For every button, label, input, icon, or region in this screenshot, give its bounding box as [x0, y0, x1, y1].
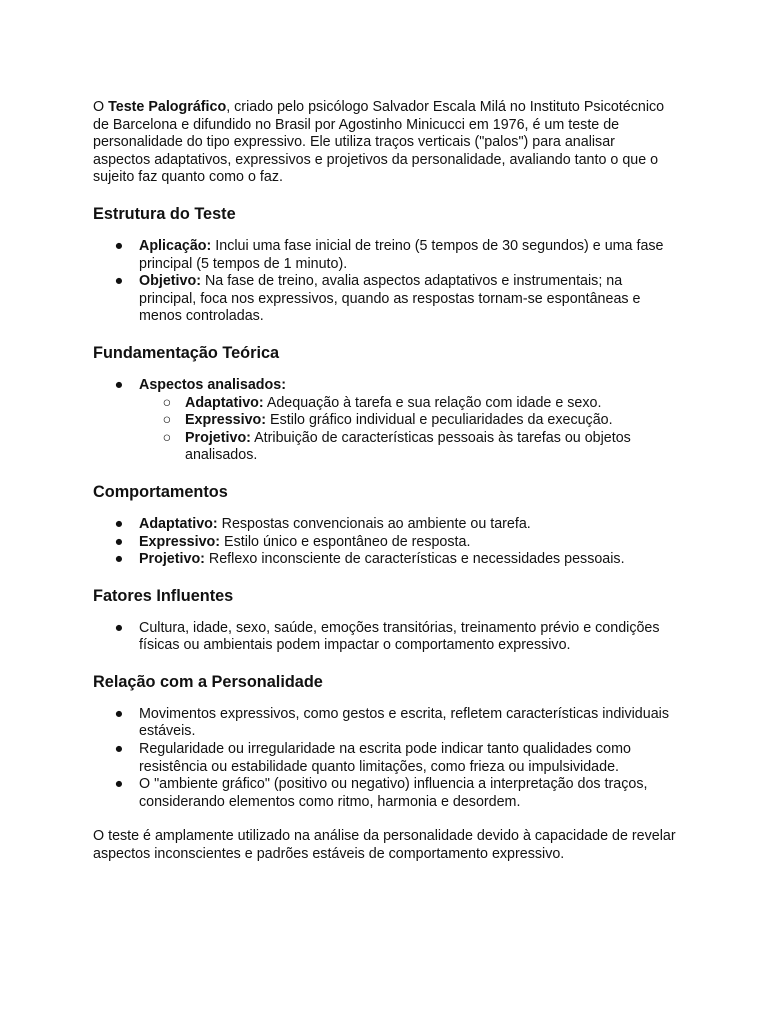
- bullet-icon: ●: [114, 376, 124, 393]
- sublist-item: [139, 395, 676, 413]
- hollow-bullet-icon: ○: [162, 412, 172, 429]
- bullet-icon: ●: [114, 551, 124, 568]
- list-item: [93, 776, 676, 811]
- list-item: [93, 516, 676, 534]
- bullet-icon: ●: [114, 533, 124, 550]
- item-text: Estilo gráfico individual e peculiaridades da execução.: [266, 412, 613, 429]
- list-item: [93, 238, 676, 273]
- item-text: Atribuição de características pessoais às tarefas ou objetos analisados.: [185, 429, 631, 464]
- item-label: Projetivo:: [139, 551, 205, 568]
- list-item: [93, 534, 676, 552]
- list-item: [93, 741, 676, 776]
- item-label: Adaptativo:: [185, 394, 264, 411]
- estrutura-list: [93, 238, 676, 326]
- list-item: [93, 706, 676, 741]
- bullet-icon: ●: [114, 705, 124, 722]
- fatores-list: [93, 620, 676, 655]
- item-text: Cultura, idade, sexo, saúde, emoções transitórias, treinamento prévio e condições físicas ou ambientais podem impactar o comportamento expressivo.: [139, 619, 660, 654]
- bullet-icon: ●: [114, 237, 124, 254]
- aspectos-sublist: [139, 395, 676, 465]
- list-item: [93, 620, 676, 655]
- item-text: Regularidade ou irregularidade na escrita pode indicar tanto qualidades como resistência ou estabilidade quanto limitações, como frieza ou impulsividade.: [139, 741, 631, 775]
- list-item: [93, 273, 676, 326]
- item-text: Movimentos expressivos, como gestos e escrita, refletem características individuais estáveis.: [139, 705, 669, 740]
- item-text: Na fase de treino, avalia aspectos adaptativos e instrumentais; na principal, foca nos expressivos, quando as respostas tornam-se espontâneas e menos controladas.: [139, 273, 641, 325]
- intro-paragraph: [93, 99, 676, 187]
- item-label: Aplicação:: [139, 237, 212, 254]
- bullet-icon: ●: [114, 741, 124, 758]
- item-text: Reflexo inconsciente de características e necessidades pessoais.: [204, 551, 625, 568]
- relacao-list: [93, 706, 676, 812]
- sublist-item: [139, 430, 676, 465]
- item-label: Adaptativo:: [139, 515, 218, 532]
- sublist-item: [139, 412, 676, 430]
- heading-fundamentacao: Fundamentação Teórica: [93, 343, 280, 362]
- hollow-bullet-icon: ○: [162, 394, 172, 411]
- item-text: Respostas convencionais ao ambiente ou tarefa.: [217, 515, 531, 532]
- bullet-icon: ●: [114, 776, 124, 793]
- list-item: [93, 377, 676, 465]
- heading-fatores: Fatores Influentes: [93, 586, 234, 605]
- comportamentos-list: [93, 516, 676, 569]
- item-text: Inclui uma fase inicial de treino (5 tempos de 30 segundos) e uma fase principal (5 tempos de 1 minuto).: [139, 237, 664, 272]
- bullet-icon: ●: [114, 273, 124, 290]
- item-label: Expressivo:: [185, 412, 267, 429]
- list-item: [93, 551, 676, 569]
- intro-pre: O: [93, 99, 109, 115]
- hollow-bullet-icon: ○: [162, 429, 172, 446]
- item-label: Expressivo:: [139, 533, 221, 550]
- heading-relacao: Relação com a Personalidade: [93, 672, 323, 691]
- bullet-icon: ●: [114, 515, 124, 532]
- item-label: Projetivo:: [185, 429, 251, 446]
- item-label: Aspectos analisados:: [139, 376, 286, 393]
- fundamentacao-list: [93, 377, 676, 465]
- item-text: Adequação à tarefa e sua relação com idade e sexo.: [263, 394, 602, 411]
- heading-comportamentos: Comportamentos: [93, 482, 228, 501]
- item-text: O "ambiente gráfico" (positivo ou negativo) influencia a interpretação dos traços, considerando elementos como ritmo, harmonia e desordem.: [139, 776, 648, 810]
- item-label: Objetivo:: [139, 273, 201, 290]
- closing-paragraph: O teste é amplamente utilizado na análise da personalidade devido à capacidade de revelar aspectos inconscientes e padrões estáveis de comportamento expressivo.: [93, 828, 676, 863]
- heading-estrutura: Estrutura do Teste: [93, 204, 236, 223]
- intro-test-name: Teste Palográfico: [108, 99, 227, 115]
- intro-text: , criado pelo psicólogo Salvador Escala Milá no Instituto Psicotécnico de Barcelona e difundido no Brasil por Agostinho Minicucci em 1976, é um teste de personalidade do tipo expressivo. Ele utiliza traços verticais ("palos") para analisar aspectos adaptativos, expressivos e projetivos da personalidade, avaliando tanto o que o sujeito faz quanto como o faz.: [93, 99, 665, 186]
- item-text: Estilo único e espontâneo de resposta.: [220, 533, 471, 550]
- bullet-icon: ●: [114, 619, 124, 636]
